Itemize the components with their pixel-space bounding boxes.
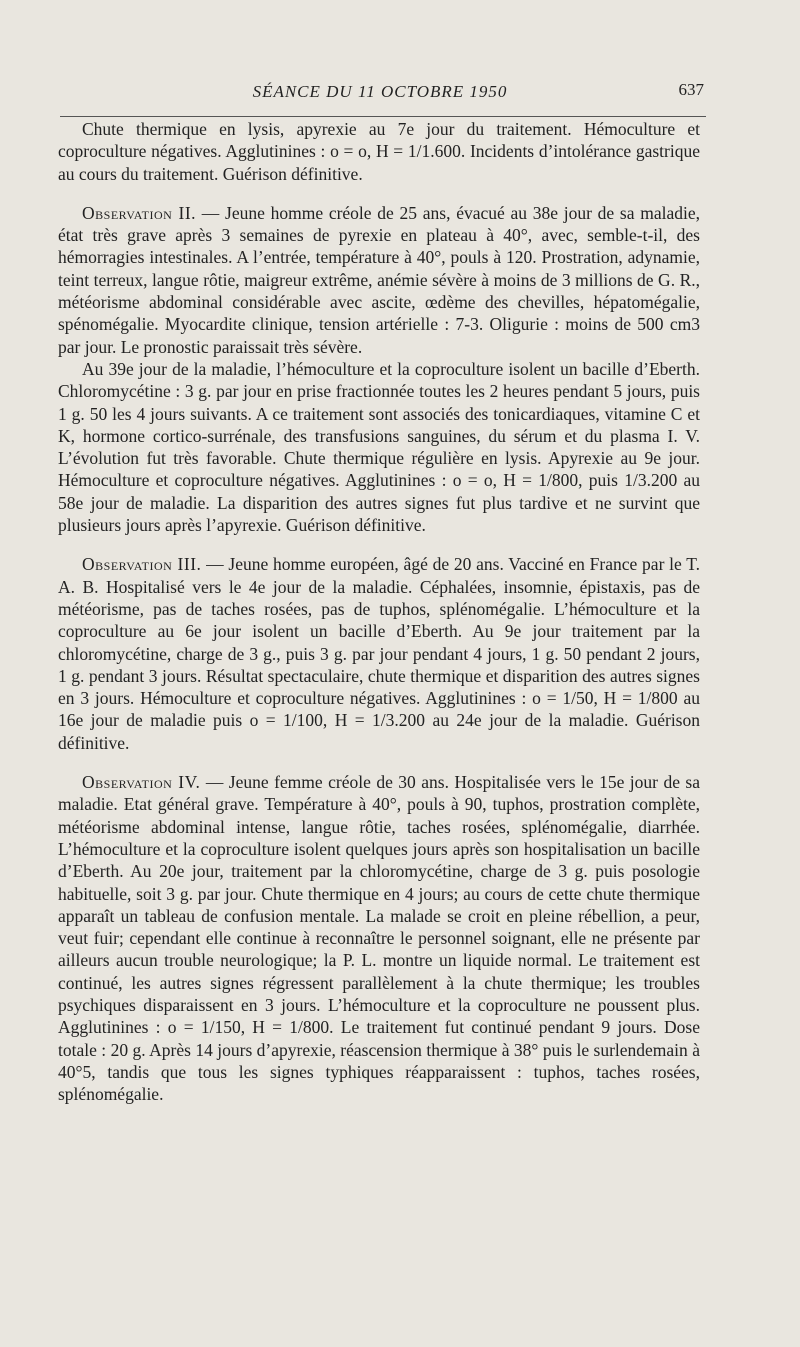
paragraph-text: — Jeune homme européen, âgé de 20 ans. Vacciné en France par le T. A. B. Hospitalisé vers le 4e jour de la maladie. Céphalées, insomnie, épistaxis, pas de météorisme, pas de taches rosées, pas de tuphos, splénomégalie. L’hémoculture et la coproculture au 6e jour isolent un bacille d’Eberth. Au 9e jour traitement par la chloromycétine, charge de 3 g., puis 3 g. par jour pendant 4 jours, 1 g. 50 pendant 2 jours, 1 g. pendant 3 jours. Résultat spectaculaire, chute thermique et disparition des autres signes en 3 jours. Hémoculture et coproculture négatives. Agglutinines : o = 1/50, H = 1/800 au 16e jour de maladie puis o = 1/100, H = 1/3.200 au 24e jour de la maladie. Guérison définitive. (58, 554, 700, 753)
observation-4 (58, 771, 700, 1105)
observation-2 (58, 202, 700, 358)
paragraph-text: — Jeune femme créole de 30 ans. Hospitalisée vers le 15e jour de sa maladie. Etat général grave. Température à 40°, pouls à 90, tuphos, prostration complète, météorisme abdominal intense, langue rôtie, taches rosées, splénomégalie, diarrhée. L’hémoculture et la coproculture isolent quelques jours après son hospitalisation un bacille d’Eberth. Au 20e jour, traitement par la chloromycétine, charge de 3 g. puis posologie habituelle, soit 3 g. par jour. Chute thermique en 4 jours; au cours de cette chute thermique apparaît un tableau de confusion mentale. La malade se croit en pleine rébellion, a peur, veut fuir; cependant elle continue à reconnaître le personnel soignant, elle ne présente par ailleurs aucun trouble neurologique; la P. L. montre un liquide normal. Le traitement est continué, les autres signes régressent parallèlement à la chute thermique; les troubles psychiques disparaissent en 3 jours. L’hémoculture et la coproculture ne poussent plus. Agglutinines : o = 1/150, H = 1/800. Le traitement fut continué pendant 9 jours. Dose totale : 20 g. Après 14 jours d’apyrexie, réascension thermique à 38° puis le surlendemain à 40°5, tandis que tous les signes typhiques réapparaissent : tuphos, taches rosées, splénomégalie. (58, 772, 700, 1105)
page-header (60, 78, 704, 106)
observation-label: Observation II. (82, 202, 197, 223)
running-head: SÉANCE DU 11 OCTOBRE 1950 (252, 82, 508, 101)
paragraph-3 (58, 358, 700, 536)
observation-3 (58, 553, 700, 754)
paragraph-text: — Jeune homme créole de 25 ans, évacué au 38e jour de sa maladie, état très grave après 3 semaines de pyrexie en plateau à 40°, avec, semble-t-il, des hémorragies intestinales. A l’entrée, température à 40°, pouls à 120. Prostration, adynamie, teint terreux, langue rôtie, maigreur extrême, anémie sévère à moins de 3 millions de G. R., météorisme abdominal considérable avec ascite, œdème des chevilles, hépatomégalie, spénomégalie. Myocardite clinique, tension artérielle : 7-3. Oligurie : moins de 500 cm3 par jour. Le pronostic paraissait très sévère. (58, 202, 700, 357)
header-rule (60, 116, 706, 117)
observation-label: Observation III. (82, 554, 202, 575)
page-number: 637 (678, 80, 704, 99)
paragraph-text: Chute thermique en lysis, apyrexie au 7e jour du traitement. Hémoculture et coproculture négatives. Agglutinines : o = o, H = 1/1.600. Incidents d’intolérance gastrique au cours du traitement. Guérison définitive. (58, 119, 700, 184)
observation-label: Observation IV. (82, 772, 201, 793)
paragraph-1 (58, 118, 700, 185)
body-text (58, 118, 700, 1105)
paragraph-text: Au 39e jour de la maladie, l’hémoculture et la coproculture isolent un bacille d’Eberth. Chloromycétine : 3 g. par jour en prise fractionnée toutes les 2 heures pendant 5 jours, puis 1 g. 50 les 4 jours suivants. A ce traitement sont associés des tonicardiaques, vitamine C et K, hormone cortico-surrénale, des transfusions sanguines, du sérum et du plasma I. V. L’évolution fut très favorable. Chute thermique régulière en lysis. Apyrexie au 9e jour. Hémoculture et coproculture négatives. Agglutinines : o = o, H = 1/800, puis 1/3.200 au 58e jour de maladie. La disparition des autres signes fut plus tardive et ne survint que plusieurs jours après l’apyrexie. Guérison définitive. (58, 358, 700, 536)
